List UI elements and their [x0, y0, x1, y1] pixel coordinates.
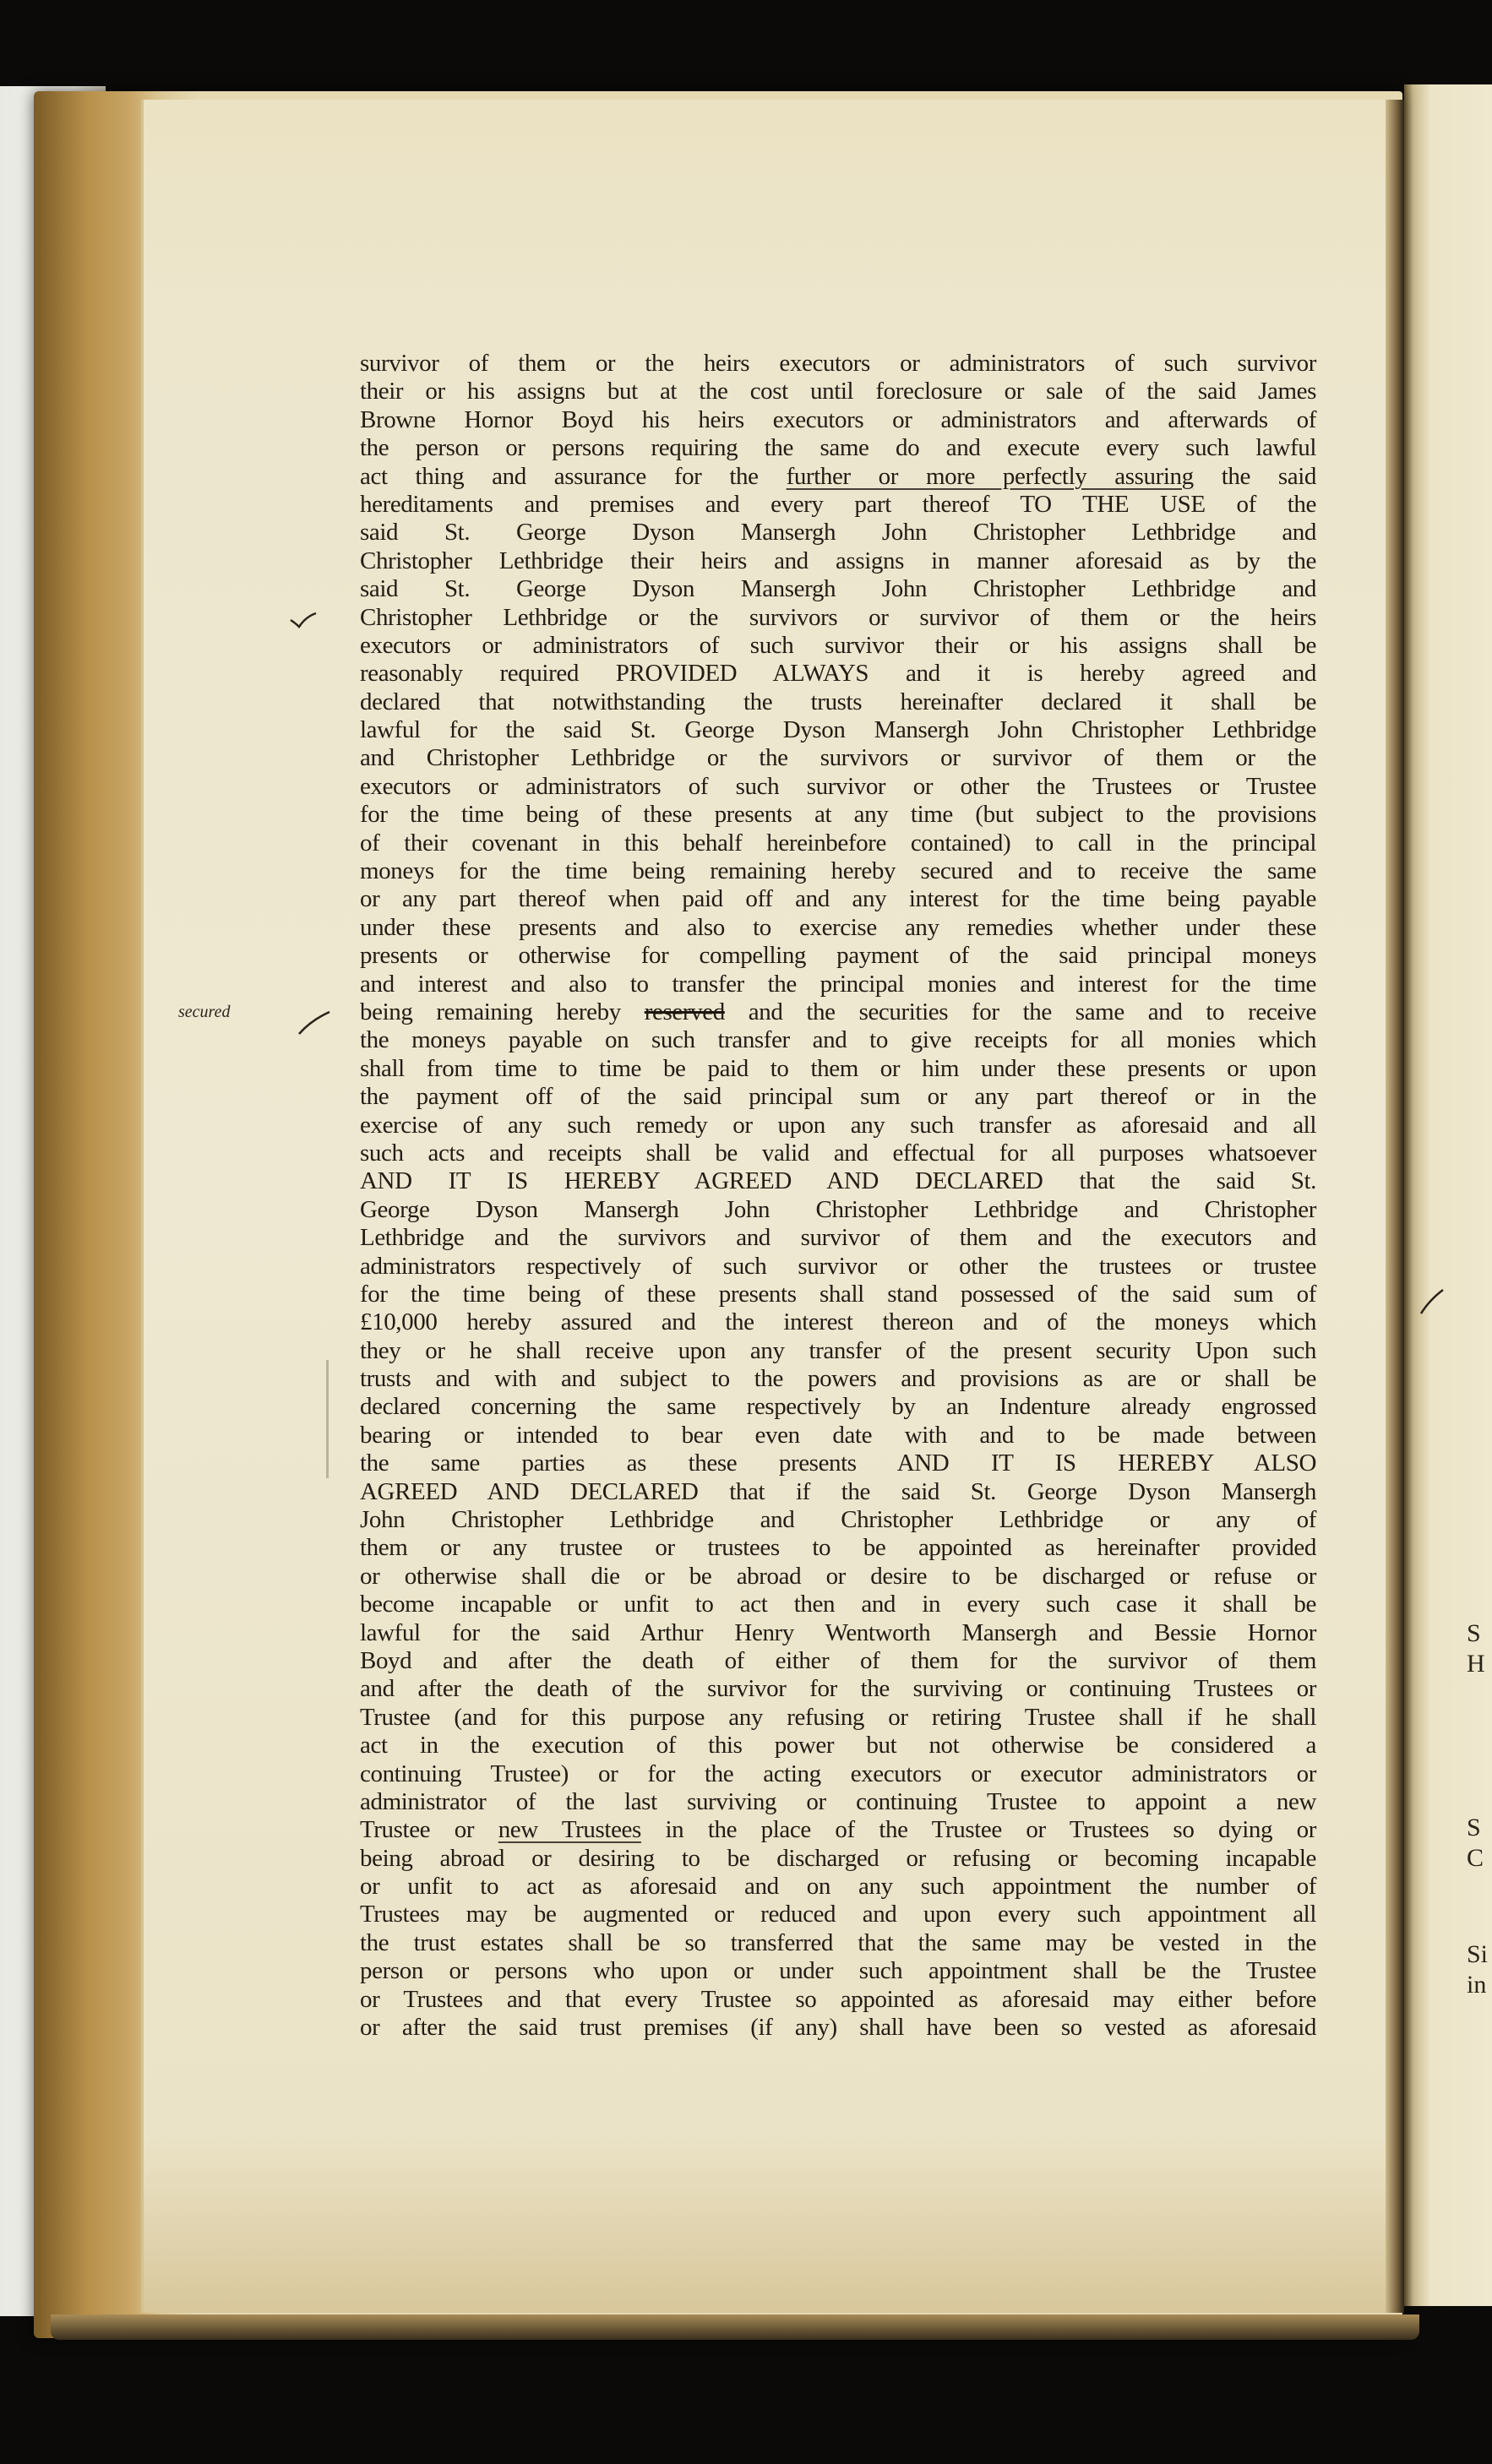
text-line: hereditaments and premises and every part thereof TO THE USE of the — [360, 490, 1316, 518]
text-line: AGREED AND DECLARED that if the said St. George Dyson Mansergh — [360, 1477, 1316, 1505]
text-line: and Christopher Lethbridge or the survivors or survivor of them or the — [360, 744, 1316, 772]
text-line: bearing or intended to bear even date with and to be made between — [360, 1421, 1316, 1449]
document-body — [178, 350, 1317, 2042]
text-line: of their covenant in this behalf hereinbefore contained) to call in the principal — [360, 829, 1316, 857]
text-line: John Christopher Lethbridge and Christopher Lethbridge or any of — [360, 1506, 1316, 1534]
text-line: or Trustees and that every Trustee so appointed as aforesaid may either before — [360, 1985, 1316, 2013]
text-line: Christopher Lethbridge or the survivors or survivor of them or the heirs — [360, 603, 1316, 631]
text-line: presents or otherwise for compelling payment of the said principal moneys — [360, 942, 1316, 970]
struck-word: reserved — [644, 998, 725, 1025]
adjacent-page-text: C — [1467, 1844, 1484, 1872]
text-segment: Trustee or — [360, 1816, 498, 1844]
text-line: person or persons who upon or under such appointment shall be the Trustee — [360, 1957, 1316, 1985]
text-line: declared concerning the same respectively by an Indenture already engrossed — [360, 1393, 1316, 1421]
text-line: them or any trustee or trustees to be appointed as hereinafter provided — [360, 1534, 1316, 1562]
text-segment: being remaining hereby — [360, 998, 645, 1025]
text-line: under these presents and also to exercise any remedies whether under these — [360, 913, 1316, 941]
adjacent-page-text: S — [1467, 1814, 1481, 1841]
text-line: lawful for the said Arthur Henry Wentworth Mansergh and Bessie Hornor — [360, 1618, 1316, 1646]
text-line: shall from time to time be paid to them or him under these presents or upon — [360, 1054, 1316, 1082]
text-line — [178, 998, 1316, 1026]
checkmark-icon — [1419, 1288, 1445, 1317]
handwritten-correction: secured — [178, 1002, 231, 1021]
text-line: Browne Hornor Boyd his heirs executors or administrators and afterwards of — [360, 405, 1316, 433]
text-line: the trust estates shall be so transferred that the same may be vested in the — [360, 1928, 1316, 1956]
text-segment: the said — [1193, 462, 1317, 490]
text-segment: and the securities for the same and to receive — [724, 998, 1316, 1025]
text-line: Trustees may be augmented or reduced and upon every such appointment all — [360, 1901, 1316, 1928]
text-line: said St. George Dyson Mansergh John Christopher Lethbridge and — [360, 575, 1316, 603]
text-line: £10,000 hereby assured and the interest thereon and of the moneys which — [360, 1308, 1316, 1336]
text-line: executors or administrators of such survivor their or his assigns shall be — [360, 631, 1316, 659]
adjacent-page-text: Si — [1467, 1940, 1489, 1968]
text-line: Christopher Lethbridge their heirs and assigns in manner aforesaid as by the — [360, 547, 1316, 574]
text-line: become incapable or unfit to act then and in every such case it shall be — [360, 1591, 1316, 1618]
text-line: or any part thereof when paid off and any interest for the time being payable — [360, 885, 1316, 913]
text-line: administrator of the last surviving or continuing Trustee to appoint a new — [360, 1787, 1316, 1815]
text-line: or unfit to act as aforesaid and on any such appointment the number of — [360, 1873, 1316, 1901]
text-line — [360, 1816, 1316, 1844]
text-line: for the time being of these presents at any time (but subject to the provisions — [360, 801, 1316, 829]
page-bottom-edge — [51, 2314, 1419, 2340]
text-line: being abroad or desiring to be discharged or refusing or becoming incapable — [360, 1844, 1316, 1872]
text-segment: in the place of the Trustee or Trustees so dying or — [640, 1816, 1317, 1844]
pencil-margin-mark — [326, 1360, 329, 1478]
adjacent-page-text: H — [1467, 1650, 1485, 1678]
handwritten-underline: further or more perfectly assuring — [786, 462, 1194, 490]
text-line: the moneys payable on such transfer and to give receipts for all monies which — [360, 1026, 1316, 1054]
text-line: the same parties as these presents AND IT IS HEREBY ALSO — [360, 1450, 1316, 1477]
adjacent-page-text: in — [1467, 1971, 1487, 1999]
text-line — [360, 463, 1316, 491]
text-line: Trustee (and for this purpose any refusing or retiring Trustee shall if he shall — [360, 1703, 1316, 1731]
text-line: exercise of any such remedy or upon any such transfer as aforesaid and all — [360, 1111, 1316, 1139]
text-line: such acts and receipts shall be valid and effectual for all purposes whatsoever — [360, 1139, 1316, 1167]
text-line: trusts and with and subject to the powers and provisions as are or shall be — [360, 1365, 1316, 1393]
text-line: survivor of them or the heirs executors or administrators of such survivor — [360, 350, 1316, 377]
text-line: Lethbridge and the survivors and survivor of them and the executors and — [360, 1224, 1316, 1252]
text-line: declared that notwithstanding the trusts hereinafter declared it shall be — [360, 688, 1316, 715]
checkmark-icon — [297, 1010, 331, 1036]
text-line: for the time being of these presents shall stand possessed of the said sum of — [360, 1280, 1316, 1308]
text-line: act in the execution of this power but not otherwise be considered a — [360, 1732, 1316, 1760]
text-line: executors or administrators of such survivor or other the Trustees or Trustee — [360, 772, 1316, 800]
text-line: moneys for the time being remaining hereby secured and to receive the same — [360, 857, 1316, 885]
text-segment: act thing and assurance for the — [360, 462, 787, 490]
checkmark-icon — [289, 610, 318, 628]
text-line: Boyd and after the death of either of them for the survivor of them — [360, 1646, 1316, 1674]
text-line: the payment off of the said principal sum or any part thereof or in the — [360, 1083, 1316, 1111]
text-line: AND IT IS HEREBY AGREED AND DECLARED that the said St. — [360, 1167, 1316, 1195]
adjacent-page-text: S — [1467, 1619, 1481, 1647]
text-line: and after the death of the survivor for the surviving or continuing Trustees or — [360, 1675, 1316, 1703]
text-line: lawful for the said St. George Dyson Mansergh John Christopher Lethbridge — [360, 716, 1316, 744]
text-line: or after the said trust premises (if any) shall have been so vested as aforesaid — [360, 2014, 1316, 2042]
text-line: reasonably required PROVIDED ALWAYS and it is hereby agreed and — [360, 660, 1316, 688]
text-line: they or he shall receive upon any transfer of the present security Upon such — [360, 1336, 1316, 1364]
text-line: the person or persons requiring the same do and execute every such lawful — [360, 434, 1316, 462]
text-line: administrators respectively of such survivor or other the trustees or trustee — [360, 1252, 1316, 1280]
text-line: their or his assigns but at the cost until foreclosure or sale of the said James — [360, 378, 1316, 405]
handwritten-underline: new Trustees — [498, 1816, 641, 1844]
text-line: George Dyson Mansergh John Christopher Lethbridge and Christopher — [360, 1195, 1316, 1223]
book-gutter — [1386, 100, 1404, 2313]
text-line: and interest and also to transfer the principal monies and interest for the time — [360, 970, 1316, 998]
text-line: or otherwise shall die or be abroad or desire to be discharged or refuse or — [360, 1562, 1316, 1590]
text-line: continuing Trustee) or for the acting executors or executor administrators or — [360, 1760, 1316, 1787]
text-line: said St. George Dyson Mansergh John Christopher Lethbridge and — [360, 519, 1316, 547]
